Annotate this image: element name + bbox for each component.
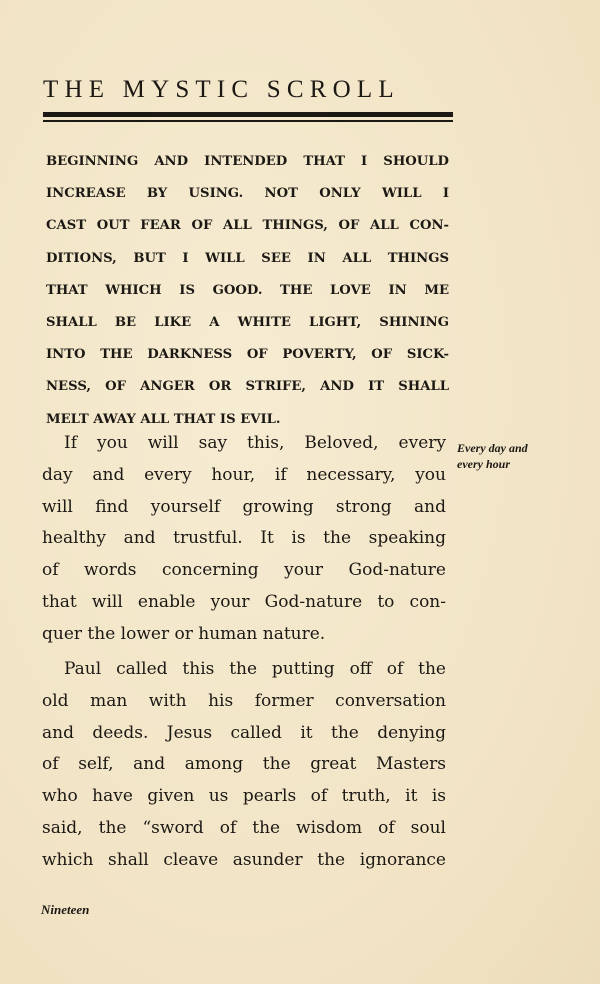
running-header: THE MYSTIC SCROLL xyxy=(43,76,400,103)
text-line: said, the “sword of the wisdom of soul xyxy=(42,817,446,838)
margin-note xyxy=(457,440,597,472)
text-line: INCREASE BY USING. NOT ONLY WILL I xyxy=(46,186,449,202)
text-line: old man with his former conversation xyxy=(42,690,446,711)
text-line: CAST OUT FEAR OF ALL THINGS, OF ALL CON- xyxy=(46,218,449,234)
paragraph-1 xyxy=(42,428,446,651)
text-line: will find yourself growing strong and xyxy=(42,496,446,517)
text-line: that will enable your God-nature to con- xyxy=(42,591,446,612)
page-number: Nineteen xyxy=(41,902,90,917)
text-line: BEGINNING AND INTENDED THAT I SHOULD xyxy=(46,154,449,169)
text-line: DITIONS, BUT I WILL SEE IN ALL THINGS xyxy=(46,250,449,266)
text-line: who have given us pearls of truth, it is xyxy=(42,786,446,807)
header-rule-thick xyxy=(43,112,453,117)
text-line: of words concerning your God-nature xyxy=(42,560,446,581)
margin-note-line: every hour xyxy=(457,457,510,471)
text-line: of self, and among the great Masters xyxy=(42,754,446,775)
text-line: INTO THE DARKNESS OF POVERTY, OF SICK- xyxy=(46,347,449,363)
text-line: MELT AWAY ALL THAT IS EVIL. xyxy=(46,411,281,427)
text-line: Paul called this the putting off of the xyxy=(64,659,446,679)
text-line: SHALL BE LIKE A WHITE LIGHT, SHINING xyxy=(46,314,449,330)
text-line: which shall cleave asunder the ignorance xyxy=(42,849,446,870)
text-line: day and every hour, if necessary, you xyxy=(42,464,446,485)
header-rule-thin xyxy=(43,120,453,122)
text-line: NESS, OF ANGER OR STRIFE, AND IT SHALL xyxy=(46,379,449,395)
text-line: If you will say this, Beloved, every xyxy=(64,433,446,453)
paragraph-2 xyxy=(42,654,446,877)
small-caps-paragraph xyxy=(46,146,449,436)
text-line: THAT WHICH IS GOOD. THE LOVE IN ME xyxy=(46,282,449,298)
text-line: quer the lower or human nature. xyxy=(42,623,326,644)
text-line: healthy and trustful. It is the speaking xyxy=(42,528,446,549)
text-line: and deeds. Jesus called it the denying xyxy=(42,722,446,743)
margin-note-line: Every day and xyxy=(457,441,528,455)
